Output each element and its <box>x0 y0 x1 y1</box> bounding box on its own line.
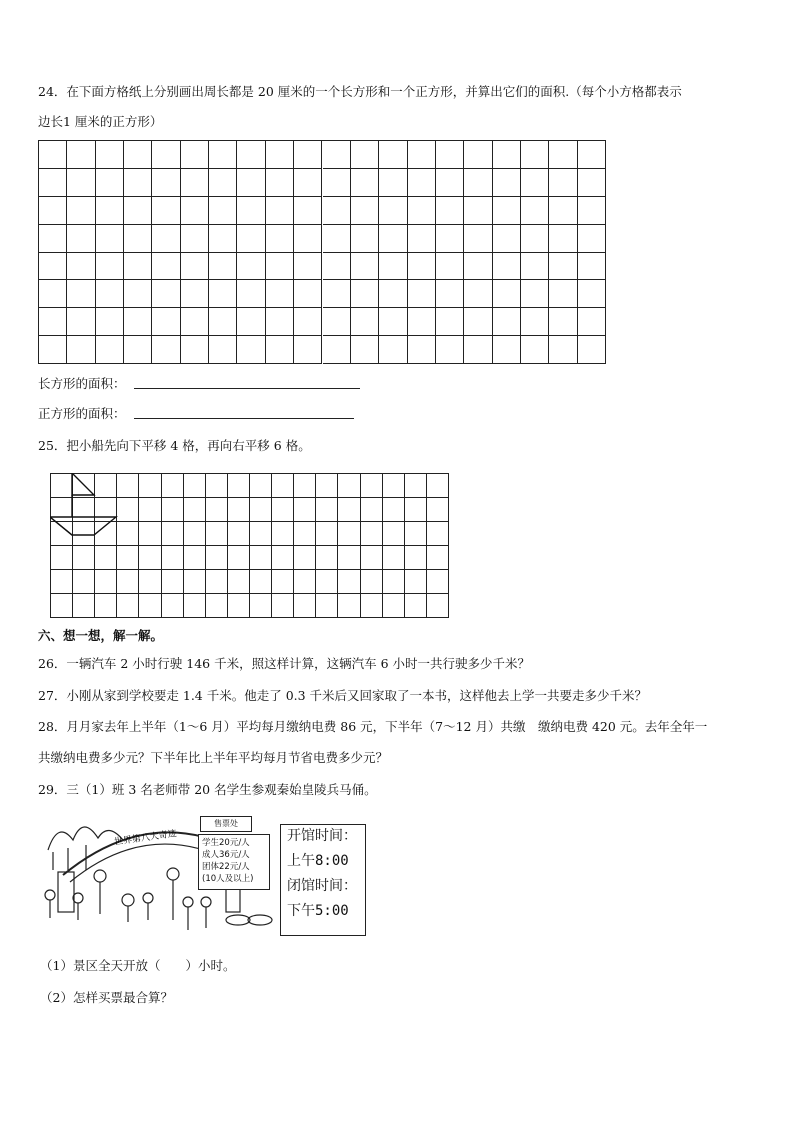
grid-cell <box>51 570 73 594</box>
grid-cell <box>379 253 407 281</box>
grid-cell <box>521 253 549 281</box>
grid-cell <box>228 570 250 594</box>
grid-cell <box>184 498 206 522</box>
price-student: 学生20元/人 <box>202 838 250 848</box>
grid-cell <box>39 253 67 281</box>
grid-cell <box>206 522 228 546</box>
opening-hours-sign <box>280 824 366 936</box>
grid-cell <box>206 474 228 498</box>
grid-cell <box>294 308 322 336</box>
gate-banner: 世界第八大奇迹 <box>113 829 178 848</box>
grid-cell <box>351 169 379 197</box>
grid-cell <box>124 169 152 197</box>
grid-cell <box>51 546 73 570</box>
grid-cell <box>549 336 577 364</box>
grid-cell <box>266 141 294 169</box>
grid-cell <box>184 570 206 594</box>
grid-cell <box>209 308 237 336</box>
grid-cell <box>206 546 228 570</box>
grid-cell <box>294 225 322 253</box>
grid-cell <box>493 308 521 336</box>
grid-cell <box>427 546 449 570</box>
grid-cell <box>250 570 272 594</box>
square-area-answer-line[interactable] <box>134 418 354 419</box>
grid-cell <box>379 141 407 169</box>
grid-cell <box>124 141 152 169</box>
grid-cell <box>549 280 577 308</box>
grid-cell <box>96 169 124 197</box>
grid-cell <box>578 308 606 336</box>
grid-cell <box>73 570 95 594</box>
grid-cell <box>464 308 492 336</box>
grid-cell <box>408 253 436 281</box>
grid-cell <box>323 169 351 197</box>
ticket-office-sign: 售票处 <box>200 816 252 832</box>
grid-cell <box>206 570 228 594</box>
grid-cell <box>351 197 379 225</box>
grid-cell <box>427 570 449 594</box>
grid-cell <box>316 522 338 546</box>
grid-cell <box>51 594 73 618</box>
grid-cell <box>436 308 464 336</box>
price-adult: 成人36元/人 <box>202 850 250 860</box>
grid-cell <box>96 141 124 169</box>
grid-cell <box>338 546 360 570</box>
grid-cell <box>181 169 209 197</box>
grid-cell <box>96 197 124 225</box>
grid-cell <box>228 498 250 522</box>
grid-cell <box>379 308 407 336</box>
grid-cell <box>266 169 294 197</box>
grid-cell <box>323 225 351 253</box>
grid-cell <box>521 308 549 336</box>
grid-cell <box>464 253 492 281</box>
grid-cell <box>316 546 338 570</box>
grid-cell <box>96 253 124 281</box>
grid-cell <box>184 474 206 498</box>
grid-cell <box>408 225 436 253</box>
grid-cell <box>209 141 237 169</box>
grid-cell <box>117 570 139 594</box>
grid-cell <box>272 522 294 546</box>
grid-cell <box>294 546 316 570</box>
grid-cell <box>96 308 124 336</box>
grid-cell <box>351 225 379 253</box>
grid-cell <box>39 141 67 169</box>
grid-cell <box>521 280 549 308</box>
grid-cell <box>379 197 407 225</box>
grid-cell <box>237 141 265 169</box>
grid-cell <box>464 225 492 253</box>
grid-cell <box>266 280 294 308</box>
grid-cell <box>493 169 521 197</box>
grid-cell <box>578 225 606 253</box>
grid-cell <box>427 498 449 522</box>
q26-text: 26．一辆汽车 2 小时行驶 146 千米，照这样计算，这辆汽车 6 小时一共行驶多少千米？ <box>38 656 531 671</box>
grid-cell <box>549 225 577 253</box>
grid-cell <box>383 594 405 618</box>
grid-cell <box>73 594 95 618</box>
grid-cell <box>521 197 549 225</box>
grid-cell <box>272 570 294 594</box>
grid-cell <box>521 169 549 197</box>
grid-cell <box>493 336 521 364</box>
grid-cell <box>266 197 294 225</box>
grid-cell <box>152 225 180 253</box>
grid-cell <box>250 522 272 546</box>
grid-cell <box>152 308 180 336</box>
grid-cell <box>237 197 265 225</box>
grid-cell <box>152 141 180 169</box>
grid-cell <box>408 280 436 308</box>
grid-cell <box>152 169 180 197</box>
q28-text-line1: 28．月月家去年上半年（1～6 月）平均每月缴纳电费 86 元，下半年（7～12 月）共缴 缴纳电费 420 元。去年全年一 <box>38 719 708 734</box>
grid-cell <box>162 594 184 618</box>
grid-cell <box>250 594 272 618</box>
grid-cell <box>578 280 606 308</box>
grid-cell <box>338 570 360 594</box>
grid-cell <box>67 308 95 336</box>
grid-cell <box>294 522 316 546</box>
grid-cell <box>250 546 272 570</box>
grid-cell <box>408 141 436 169</box>
q29-sub1: （1）景区全天开放（ ）小时。 <box>40 958 236 973</box>
grid-cell <box>124 280 152 308</box>
grid-cell <box>228 546 250 570</box>
grid-cell <box>578 336 606 364</box>
grid-cell <box>124 225 152 253</box>
grid-cell <box>294 169 322 197</box>
grid-cell <box>209 336 237 364</box>
grid-cell <box>162 570 184 594</box>
grid-cell <box>493 253 521 281</box>
grid-cell <box>323 308 351 336</box>
grid-cell <box>464 197 492 225</box>
grid-cell <box>39 197 67 225</box>
grid-cell <box>294 141 322 169</box>
grid-cell <box>95 570 117 594</box>
grid-cell <box>323 141 351 169</box>
close-time-value: 下午5:00 <box>287 903 349 919</box>
grid-cell <box>294 474 316 498</box>
close-time-label: 闭馆时间： <box>287 878 357 894</box>
grid-cell <box>338 522 360 546</box>
grid-cell <box>464 336 492 364</box>
grid-cell <box>383 474 405 498</box>
grid-cell <box>436 141 464 169</box>
grid-cell <box>427 594 449 618</box>
grid-cell <box>124 253 152 281</box>
grid-cell <box>549 197 577 225</box>
grid-cell <box>436 253 464 281</box>
grid-cell <box>405 594 427 618</box>
grid-cell <box>405 474 427 498</box>
grid-cell <box>549 308 577 336</box>
grid-cell <box>237 280 265 308</box>
grid-cell <box>294 498 316 522</box>
q29-sub2: （2）怎样买票最合算？ <box>40 990 173 1005</box>
rect-area-answer-line[interactable] <box>134 388 360 389</box>
grid-cell <box>294 594 316 618</box>
grid-cell <box>266 225 294 253</box>
grid-cell <box>67 169 95 197</box>
grid-cell <box>549 253 577 281</box>
grid-cell <box>209 225 237 253</box>
grid-cell <box>181 225 209 253</box>
grid-cell <box>124 197 152 225</box>
grid-cell <box>206 594 228 618</box>
grid-cell <box>237 225 265 253</box>
grid-cell <box>361 498 383 522</box>
grid-cell <box>405 546 427 570</box>
grid-cell <box>361 594 383 618</box>
grid-cell <box>96 336 124 364</box>
grid-cell <box>316 594 338 618</box>
price-group-note: (10人及以上) <box>202 874 254 884</box>
grid-cell <box>351 336 379 364</box>
grid-cell <box>96 280 124 308</box>
grid-cell <box>294 336 322 364</box>
grid-cell <box>39 336 67 364</box>
grid-cell <box>96 225 124 253</box>
q24-text-line1: 24．在下面方格纸上分别画出周长都是 20 厘米的一个长方形和一个正方形，并算出它们的面积.（每个小方格都表示 <box>38 84 682 99</box>
grid-cell <box>117 594 139 618</box>
grid-cell <box>405 522 427 546</box>
grid-cell <box>351 308 379 336</box>
grid-cell <box>578 197 606 225</box>
grid-cell <box>228 522 250 546</box>
grid-cell <box>266 308 294 336</box>
square-area-label: 正方形的面积： <box>38 406 126 421</box>
grid-cell <box>464 169 492 197</box>
grid-cell <box>294 197 322 225</box>
grid-cell <box>323 253 351 281</box>
grid-cell <box>67 336 95 364</box>
grid-cell <box>521 225 549 253</box>
grid-cell <box>405 498 427 522</box>
grid-cell <box>464 141 492 169</box>
q29-text: 29．三（1）班 3 名老师带 20 名学生参观秦始皇陵兵马俑。 <box>38 782 377 797</box>
rect-area-label: 长方形的面积： <box>38 376 126 391</box>
grid-cell <box>39 308 67 336</box>
grid-cell <box>361 546 383 570</box>
grid-cell <box>95 546 117 570</box>
grid-cell <box>181 253 209 281</box>
grid-cell <box>250 498 272 522</box>
grid-cell <box>162 546 184 570</box>
q24-text-line2: 边长1 厘米的正方形） <box>38 114 163 129</box>
grid-cell <box>272 594 294 618</box>
grid-cell <box>139 570 161 594</box>
grid-cell <box>436 280 464 308</box>
grid-cell <box>323 336 351 364</box>
grid-cell <box>209 253 237 281</box>
grid-cell <box>379 169 407 197</box>
grid-cell <box>152 197 180 225</box>
grid-cell <box>272 546 294 570</box>
boat-sail <box>72 473 94 495</box>
price-group: 团体22元/人 <box>202 862 250 872</box>
grid-cell <box>521 141 549 169</box>
grid-cell <box>436 225 464 253</box>
grid-cell <box>250 474 272 498</box>
grid-cell <box>209 280 237 308</box>
museum-illustration <box>38 810 368 940</box>
grid-cell <box>206 498 228 522</box>
grid-cell <box>379 280 407 308</box>
boat-figure <box>50 473 170 543</box>
q24-square-grid[interactable] <box>38 140 606 364</box>
grid-cell <box>117 546 139 570</box>
grid-cell <box>351 280 379 308</box>
grid-cell <box>338 474 360 498</box>
grid-cell <box>152 336 180 364</box>
grid-cell <box>436 336 464 364</box>
grid-cell <box>383 498 405 522</box>
grid-cell <box>493 141 521 169</box>
grid-cell <box>237 253 265 281</box>
grid-cell <box>493 225 521 253</box>
grid-cell <box>237 308 265 336</box>
grid-cell <box>521 336 549 364</box>
grid-cell <box>228 594 250 618</box>
grid-cell <box>436 197 464 225</box>
q27-text: 27．小刚从家到学校要走 1.4 千米。他走了 0.3 千米后又回家取了一本书，这样他去上学一共要走多少千米？ <box>38 688 648 703</box>
grid-cell <box>323 280 351 308</box>
grid-cell <box>95 594 117 618</box>
grid-cell <box>408 308 436 336</box>
grid-cell <box>549 141 577 169</box>
open-time-value: 上午8:00 <box>287 853 349 869</box>
grid-cell <box>67 225 95 253</box>
grid-cell <box>73 546 95 570</box>
grid-cell <box>549 169 577 197</box>
grid-cell <box>39 225 67 253</box>
grid-cell <box>237 169 265 197</box>
grid-cell <box>408 197 436 225</box>
grid-cell <box>124 308 152 336</box>
grid-cell <box>272 498 294 522</box>
grid-cell <box>338 498 360 522</box>
q28-text-line2: 共缴纳电费多少元？下半年比上半年平均每月节省电费多少元？ <box>38 750 389 765</box>
grid-cell <box>237 336 265 364</box>
grid-cell <box>408 169 436 197</box>
grid-cell <box>383 522 405 546</box>
price-board <box>198 834 270 890</box>
grid-cell <box>181 280 209 308</box>
section6-heading: 六、想一想，解一解。 <box>38 628 164 643</box>
grid-cell <box>124 336 152 364</box>
grid-cell <box>383 570 405 594</box>
grid-cell <box>316 474 338 498</box>
grid-cell <box>181 141 209 169</box>
grid-cell <box>351 253 379 281</box>
grid-cell <box>209 169 237 197</box>
grid-cell <box>266 336 294 364</box>
grid-cell <box>379 225 407 253</box>
grid-cell <box>351 141 379 169</box>
grid-cell <box>181 336 209 364</box>
grid-cell <box>383 546 405 570</box>
grid-cell <box>493 197 521 225</box>
grid-cell <box>139 594 161 618</box>
grid-cell <box>209 197 237 225</box>
grid-cell <box>338 594 360 618</box>
grid-cell <box>67 253 95 281</box>
grid-cell <box>181 197 209 225</box>
grid-cell <box>67 141 95 169</box>
grid-cell <box>67 280 95 308</box>
grid-cell <box>379 336 407 364</box>
grid-cell <box>67 197 95 225</box>
grid-cell <box>427 522 449 546</box>
grid-cell <box>578 169 606 197</box>
grid-cell <box>39 280 67 308</box>
grid-cell <box>181 308 209 336</box>
grid-cell <box>578 141 606 169</box>
grid-cell <box>294 280 322 308</box>
q25-text: 25．把小船先向下平移 4 格，再向右平移 6 格。 <box>38 438 311 453</box>
grid-cell <box>316 570 338 594</box>
grid-cell <box>152 253 180 281</box>
grid-cell <box>228 474 250 498</box>
grid-cell <box>361 522 383 546</box>
grid-cell <box>139 546 161 570</box>
grid-cell <box>184 594 206 618</box>
grid-cell <box>39 169 67 197</box>
grid-cell <box>493 280 521 308</box>
grid-cell <box>323 197 351 225</box>
grid-cell <box>361 570 383 594</box>
grid-cell <box>316 498 338 522</box>
grid-cell <box>578 253 606 281</box>
grid-cell <box>464 280 492 308</box>
grid-cell <box>266 253 294 281</box>
grid-cell <box>427 474 449 498</box>
grid-cell <box>152 280 180 308</box>
grid-cell <box>294 570 316 594</box>
grid-cell <box>361 474 383 498</box>
grid-cell <box>436 169 464 197</box>
grid-cell <box>405 570 427 594</box>
grid-cell <box>272 474 294 498</box>
open-time-label: 开馆时间： <box>287 828 357 844</box>
grid-cell <box>184 522 206 546</box>
grid-cell <box>184 546 206 570</box>
grid-cell <box>294 253 322 281</box>
grid-cell <box>408 336 436 364</box>
